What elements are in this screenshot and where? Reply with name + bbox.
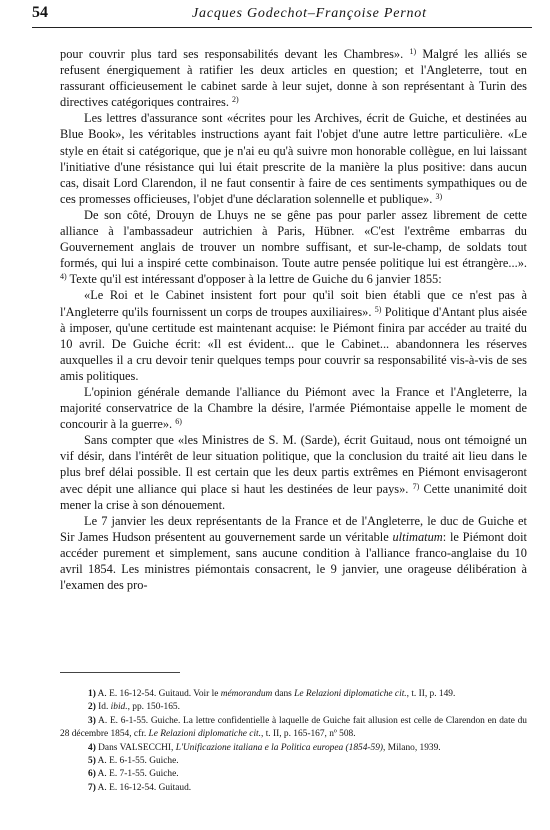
footnote: 6) A. E. 7-1-55. Guiche. (88, 769, 179, 780)
footnotes (60, 688, 527, 795)
note-ref: 5) (374, 304, 382, 314)
header-rule (32, 27, 532, 28)
footnote: 5) A. E. 6-1-55. Guiche. (88, 756, 179, 767)
note-ref: 1) (409, 47, 417, 56)
main-text (60, 46, 527, 593)
footnote: 2) Id. ibid., pp. 150-165. (88, 702, 180, 713)
paragraph-7: Le 7 janvier les deux représentants de la France et de l'Angleterre, le duc de Guiche et Sir James Hudson présentent au gouvernement sarde un véritable ultimatum: le Piémont doit accéder purement et simplement, sans aucune condition à l'alliance franco-anglaise du 10 avril 1854. Les ministres piémontais consacrent, le 9 janvier, une orageuse délibération à l'examen des pro- (60, 513, 527, 593)
footnote: 1) A. E. 16-12-54. Guitaud. Voir le mémorandum dans Le Relazioni diplomatiche cit., t. II, p. 149. (88, 689, 456, 699)
paragraph-2: Les lettres d'assurance sont «écrites pour les Archives, écrit de Guiche, et destinées au Blue Book», les véritables instructions ayant fait l'objet d'une autre lettre particulière. «Le style en était si catégorique, que je n'ai eu qu'à suivre mon honorable collègue, en lui laissant l'initiative d'une résistance qui lui était prescrite de la manière la plus positive: dans aucun cas, disait Lord Clarendon, il ne faut consentir à faire de ces sentiments sympathiques ou de ces promesses officieuses, l'objet d'une déclaration solennelle et publique». $^{3)}$ (60, 111, 527, 206)
note-ref: 6) (175, 417, 182, 427)
footnote: 4) Dans VALSECCHI, L'Unificazione italiana e la Politica europea (1854-59), Milano, 1939. (88, 742, 441, 753)
paragraph-6: Sans compter que «les Ministres de S. M. (Sarde), écrit Guitaud, nous ont témoigné un vif désir, dans l'intérêt de leur situation politique, que la conclusion du traité ait lieu dans le plus bref délai possible. Il est certain que les deux partis extrêmes en Piémont envisageront avec dépit une alliance qui place si haut les destinées de leur pays». $^{7)}$ Cette unanimité doit mener la crise à son dénouement. (60, 433, 527, 512)
running-title: Jacques Godechot–Françoise Pernot (192, 6, 427, 21)
note-ref: 2) (232, 95, 239, 105)
page-number: 54 (32, 4, 48, 21)
paragraph-3: De son côté, Drouyn de Lhuys ne se gêne pas pour parler assez librement de cette alliance à l'ambassadeur autrichien à Paris, Hübner. «C'est l'extrême embarras du Gouvernement anglais de trouver un nombre suffisant, et sur-le-champ, de soldats tout formés, qui lui a inspiré cette combinaison. Toute autre pensée politique lui est étrangère...». $^{4)}$ Texte qu'il est intéressant d'opposer à la lettre de Guiche du 6 janvier 1855: (60, 207, 527, 287)
footnote: 3) A. E. 6-1-55. Guiche. La lettre confidentielle à laquelle de Guiche fait allusion est celle de Clarendon en date du 28 décembre 1854, cfr. Le Relazioni diplomatiche cit., t. II, p. 165-167, nº 508. (60, 715, 527, 740)
note-ref: 3) (435, 191, 443, 201)
footnote-rule (60, 672, 180, 673)
footnote: 7) A. E. 16-12-54. Guitaud. (88, 782, 192, 793)
note-ref: 7) (412, 481, 420, 491)
paragraph-1: pour couvrir plus tard ses responsabilités devant les Chambres». $^{1)}$ Malgré les alliés se refusent énergiquement à ratifier les deux articles en question; et l'Angleterre, tout en rassurant officieusement le cabinet sarde à leur sujet, donne à son représentant à Turin des directives catégoriques contraires. $^{2)}$ (60, 47, 527, 110)
paragraph-4: «Le Roi et le Cabinet insistent fort pour qu'il soit bien établi que ce n'est pas à l'Angleterre qu'ils fournissent un corps de troupes auxiliaires». $^{5)}$ Politique d'Antant plus aisée à imposer, qu'une certitude est maintenant acquise: le Piémont finira par accéder au traité du 10 avril. De Guiche écrit: «Il est évident... que le Cabinet... abandonnera les réserves auxquelles il a cru devoir tenir quelques temps pour couvrir sa responsabilité vis-à-vis de ses amis politiques. (60, 288, 527, 383)
paragraph-5: L'opinion générale demande l'alliance du Piémont avec la France et l'Angleterre, la majorité conservatrice de la Chambre la désire, l'armée Piémontaise appelle le moment de concourir à la guerre». $^{6)}$ (60, 384, 527, 432)
note-ref: 4) (60, 272, 67, 282)
running-header (32, 4, 532, 28)
